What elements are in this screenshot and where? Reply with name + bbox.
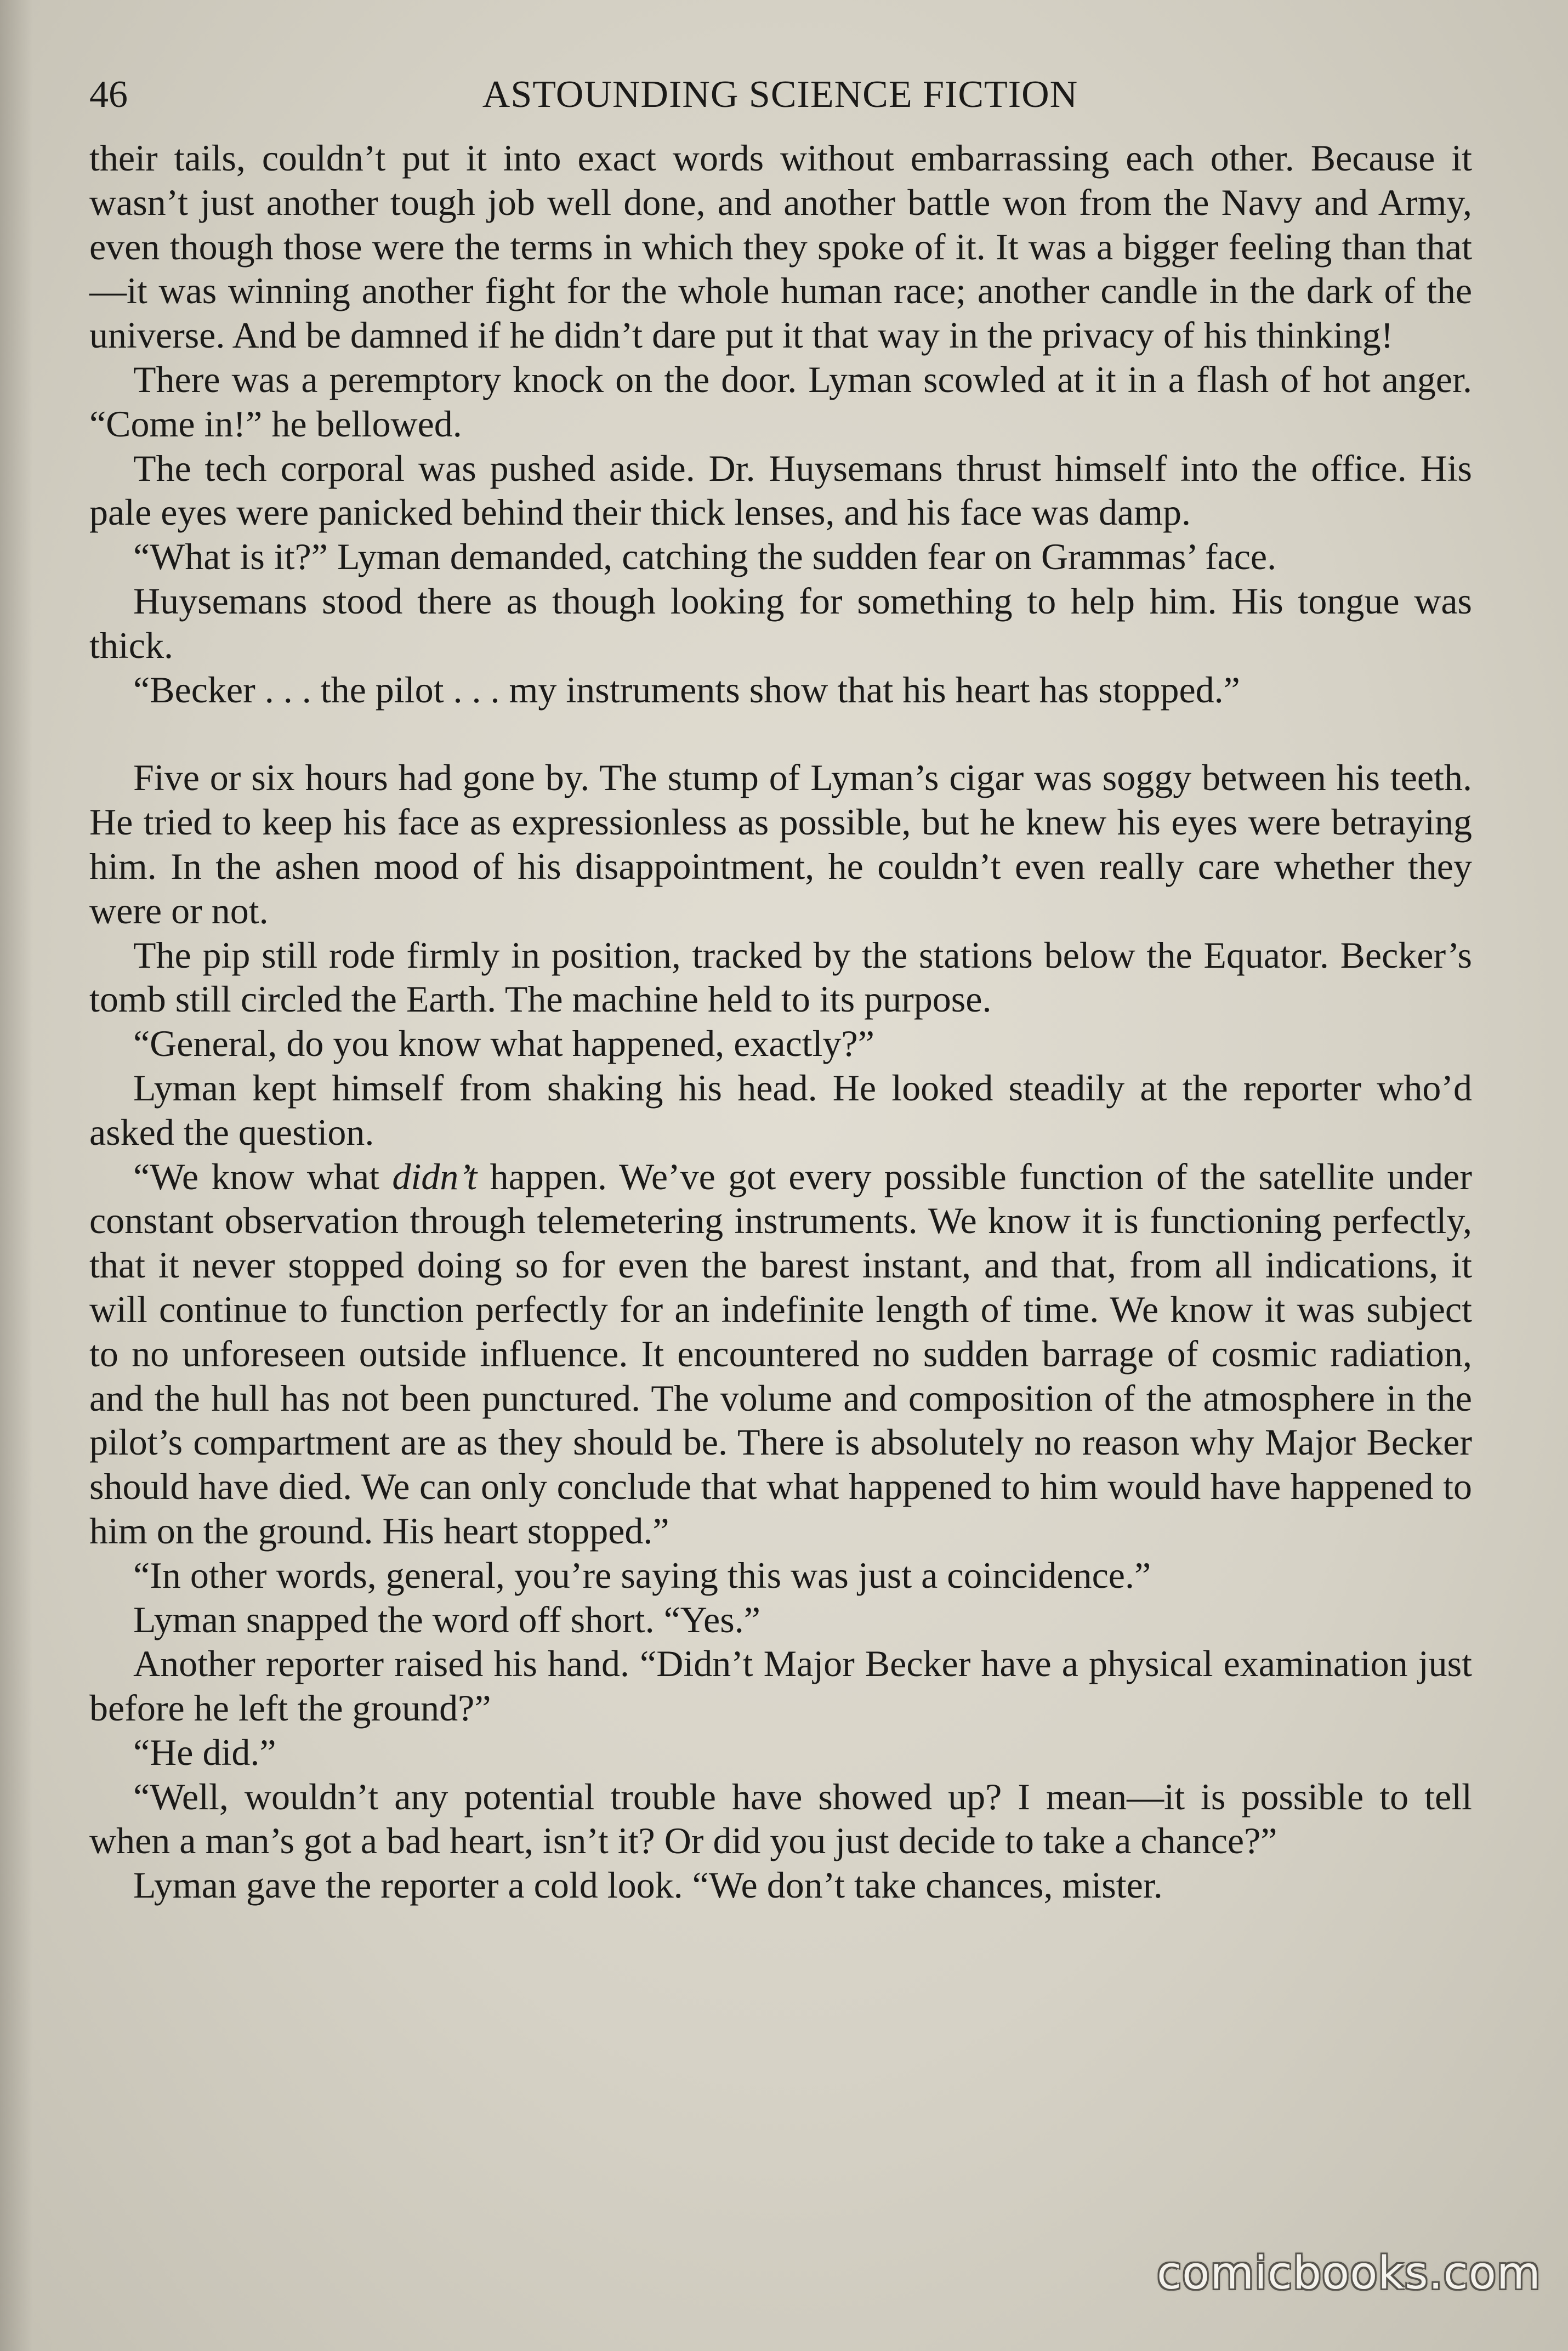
emphasis-text: didn’t xyxy=(392,1155,478,1197)
paragraph: Five or six hours had gone by. The stump of Lyman’s cigar was soggy between his teeth. He tried to keep his face as expressionless as possible, but he knew his eyes were betraying him. In the ashen mood of his disappointment, he couldn’t even really care whether they were or not. xyxy=(89,757,1472,932)
paragraph: The tech corporal was pushed aside. Dr. Huysemans thrust himself into the office. His pale eyes were panicked behind their thick lenses, and his face was damp. xyxy=(89,447,1472,533)
page-number: 46 xyxy=(89,73,128,116)
paragraph: their tails, couldn’t put it into exact words without embarrassing each other. Because it wasn’t just another tough job well done, and another battle won from the Navy and Army, even though those were the terms in which they spoke of it. It was a bigger feeling than that—it was winning another fight for the whole human race; another candle in the dark of the universe. And be damned if he didn’t dare put it that way in the privacy of his thinking! xyxy=(89,137,1472,356)
paragraph: Lyman kept himself from shaking his head. He looked steadily at the reporter who’d asked the question. xyxy=(89,1066,1472,1153)
paragraph-text: happen. We’ve got every possible function of the satellite under constant observation through telemetering instruments. We know it is functioning perfectly, that it never stopped doing so for even the barest instant, and that, from all indications, it will continue to function perfectly for an indefinite length of time. We know it was subject to no unforeseen outside influence. It encountered no sudden barrage of cosmic radiation, and the hull has not been punctured. The volume and composition of the atmosphere in the pilot’s compartment are as they should be. There is absolutely no reason why Major Becker should have died. We can only conclude that what happened to him would have happened to him on the ground. His heart stopped.” xyxy=(89,1155,1472,1552)
page-edge-shadow xyxy=(0,0,33,2351)
watermark-logo: comicbooks.com xyxy=(1157,2247,1541,2299)
paragraph: Another reporter raised his hand. “Didn’t Major Becker have a physical examination just before he left the ground?” xyxy=(89,1643,1472,1729)
paragraph: Lyman gave the reporter a cold look. “We don’t take chances, mister. xyxy=(133,1864,1163,1906)
body-text xyxy=(89,136,1472,1907)
paragraph: “What is it?” Lyman demanded, catching the sudden fear on Grammas’ face. xyxy=(133,536,1277,578)
paragraph-text: “We know what xyxy=(133,1155,393,1197)
paragraph: Huysemans stood there as though looking for something to help him. His tongue was thick. xyxy=(89,580,1472,666)
paragraph: “He did.” xyxy=(133,1731,276,1773)
paragraph: The pip still rode firmly in position, tracked by the stations below the Equator. Becker’s tomb still circled the Earth. The machine held to its purpose. xyxy=(89,934,1472,1020)
running-head: ASTOUNDING SCIENCE FICTION xyxy=(482,73,1078,116)
paragraph: “Becker . . . the pilot . . . my instruments show that his heart has stopped.” xyxy=(133,668,1240,711)
paragraph: There was a peremptory knock on the door. Lyman scowled at it in a flash of hot anger. “Come in!” he bellowed. xyxy=(89,358,1472,445)
paragraph: “Well, wouldn’t any potential trouble have showed up? I mean—it is possible to tell when a man’s got a bad heart, isn’t it? Or did you just decide to take a chance?” xyxy=(89,1775,1472,1862)
paragraph: Lyman snapped the word off short. “Yes.” xyxy=(133,1598,760,1640)
paragraph: “General, do you know what happened, exactly?” xyxy=(133,1023,874,1065)
paragraph xyxy=(89,1155,1472,1553)
page-header xyxy=(89,65,1471,125)
paragraph: “In other words, general, you’re saying this was just a coincidence.” xyxy=(133,1554,1151,1596)
